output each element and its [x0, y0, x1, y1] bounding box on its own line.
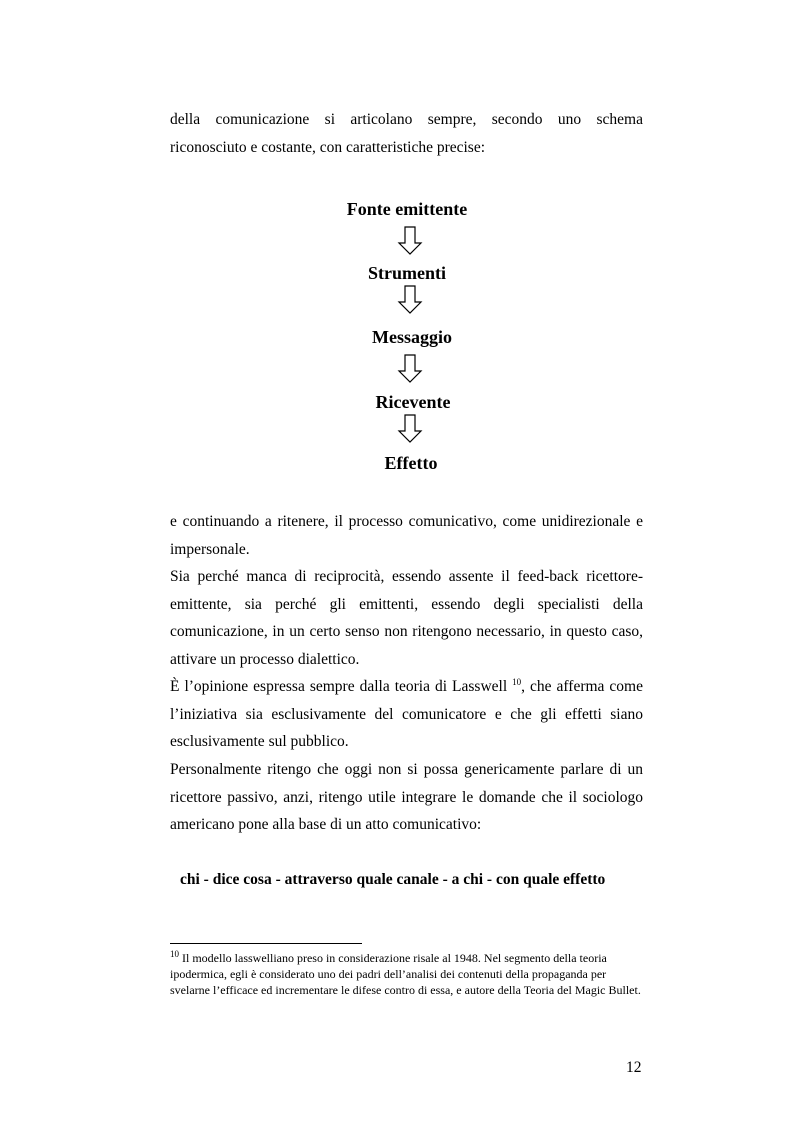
footnote [170, 950, 645, 998]
intro-paragraph: della comunicazione si articolano sempre, secondo uno schema riconosciuto e costante, con caratteristiche precise: [170, 111, 643, 156]
body-paragraph-4: Personalmente ritengo che oggi non si possa genericamente parlare di un ricettore passivo, anzi, ritengo utile integrare le domande che il sociologo americano pone alla base di un atto comunicativo: [170, 761, 643, 834]
down-arrow-icon [397, 414, 423, 444]
footnote-text: Il modello lasswelliano preso in considerazione risale al 1948. Nel segmento della teoria ipodermica, egli è considerato uno dei padri dell’analisi dei contenuti della propaganda per svelarne l’efficace ed incrementare le difese contro di essa, e autore della Teoria del Magic Bullet. [170, 951, 641, 997]
body-paragraph-3-end: , che afferma come l’iniziativa sia esclusivamente del comunicatore e che gli effetti siano esclusivamente sul pubblico. [170, 678, 643, 751]
footnote-number: 10 [170, 949, 179, 959]
lasswell-questions-summary: chi - dice cosa - attraverso quale canale - a chi - con quale effetto [180, 871, 606, 888]
footnote-reference[interactable]: 10 [512, 676, 522, 687]
footnote-separator [170, 943, 362, 944]
flow-step-message: Messaggio [372, 327, 452, 347]
page-number: 12 [626, 1059, 642, 1076]
body-paragraph-2: Sia perché manca di reciprocità, essendo assente il feed-back ricettore-emittente, sia perché gli emittenti, essendo degli specialisti della comunicazione, in un certo senso non ritengono necessario, in questo caso, attivare un processo dialettico. [170, 568, 643, 668]
flow-step-receiver: Ricevente [375, 392, 451, 412]
body-paragraph-1: e continuando a ritenere, il processo comunicativo, come unidirezionale e impersonale. [170, 513, 643, 558]
flow-step-effect: Effetto [384, 453, 438, 473]
body-paragraph-3 [170, 673, 643, 756]
down-arrow-icon [397, 354, 423, 384]
flow-step-tools: Strumenti [368, 263, 446, 283]
flow-step-source: Fonte emittente [346, 199, 468, 219]
body-paragraph-3-start: È l’opinione espressa sempre dalla teoria di Lasswell [170, 678, 513, 695]
down-arrow-icon [397, 226, 423, 256]
down-arrow-icon [397, 285, 423, 315]
